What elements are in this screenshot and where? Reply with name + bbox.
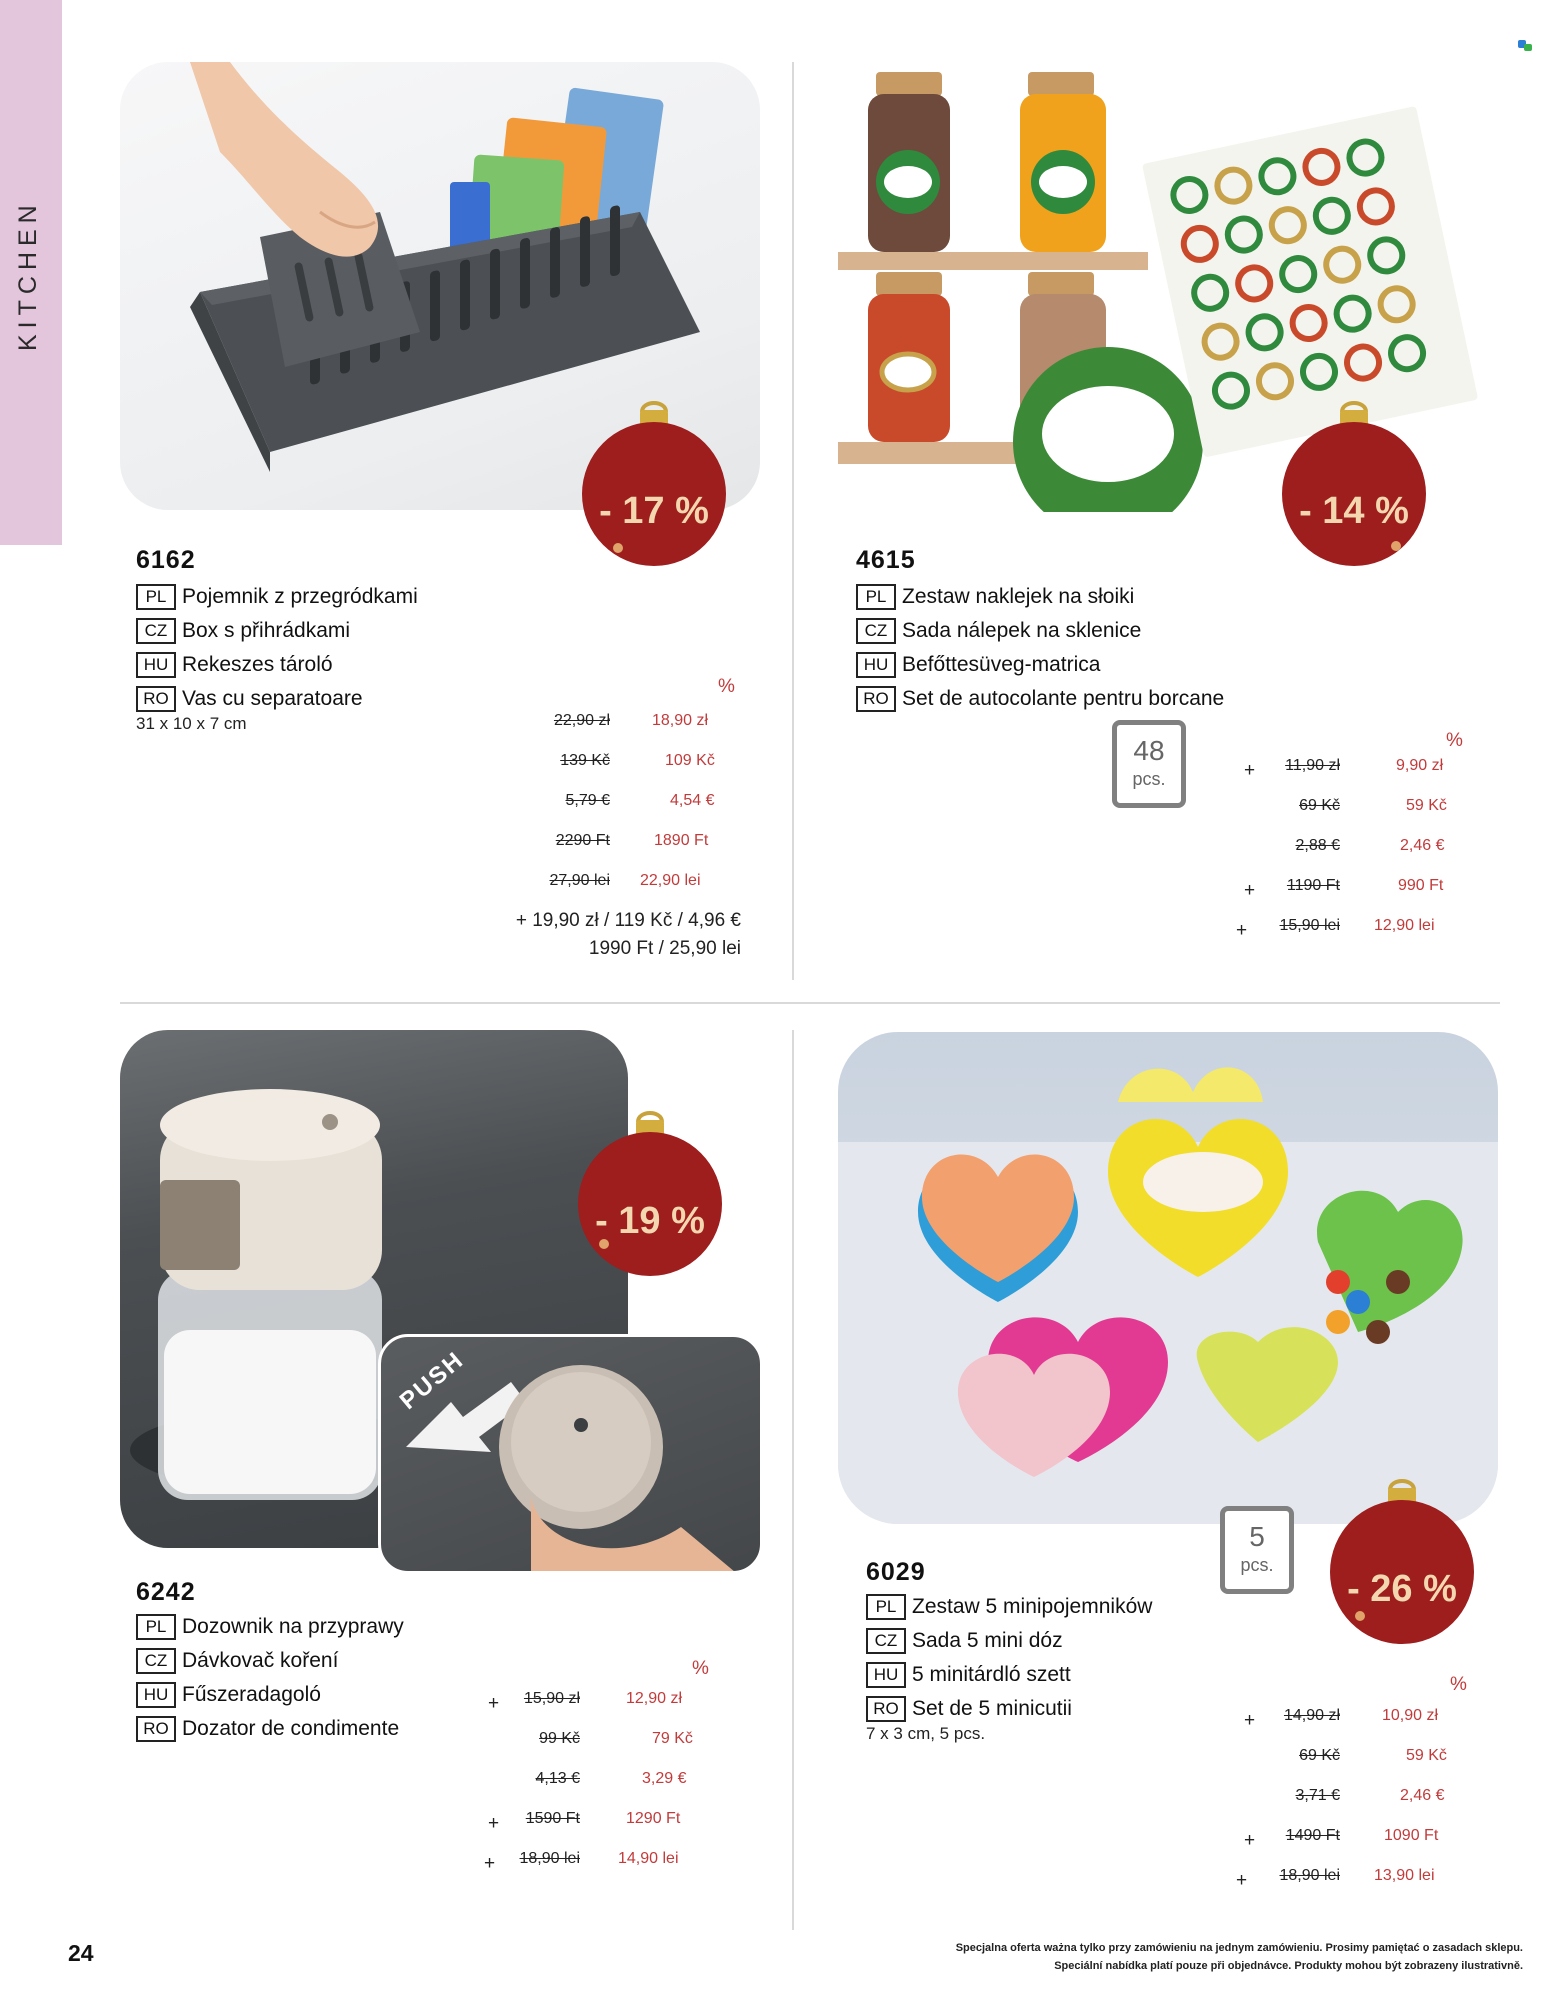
old-price: 15,90 lei [1279, 917, 1340, 934]
product-name-text: Set de autocolante pentru borcane [902, 687, 1225, 710]
product-name-pl [856, 582, 1134, 612]
plus-marker: + [1244, 1710, 1256, 1731]
pieces-unit: pcs. [1132, 769, 1166, 789]
new-price: 79 Kč [652, 1730, 693, 1747]
product-name-ro [856, 684, 1224, 714]
product-name-ro [136, 684, 363, 714]
discount-ornament [578, 398, 730, 568]
lang-badge: HU [136, 1682, 176, 1708]
old-price: 22,90 zł [553, 712, 610, 729]
new-price: 10,90 zł [1382, 1707, 1439, 1724]
product-name-text: Rekeszes tároló [182, 653, 333, 676]
lang-badge: CZ [856, 618, 896, 644]
pieces-count: 48 [1133, 735, 1165, 766]
new-price: 109 Kč [665, 752, 715, 769]
product-code: 6029 [866, 1558, 926, 1586]
brand-mark-icon [1518, 40, 1532, 52]
old-price: 5,79 € [565, 792, 610, 809]
new-price: 2,46 € [1400, 1787, 1445, 1804]
product-name-text: 5 minitárdló szett [912, 1663, 1071, 1686]
new-price: 1090 Ft [1384, 1827, 1439, 1844]
lang-badge: RO [856, 686, 896, 712]
product-photo-hearts [838, 1032, 1498, 1524]
product-code: 4615 [856, 546, 916, 574]
percent-mark: % [1450, 1674, 1467, 1695]
percent-mark: % [718, 676, 735, 697]
plus-marker: + [488, 1813, 500, 1834]
column-divider-bottom [792, 1030, 794, 1930]
old-price: 3,71 € [1295, 1787, 1340, 1804]
product-code: 6162 [136, 546, 196, 574]
product-name-pl [136, 582, 418, 612]
old-price: 11,90 zł [1285, 757, 1340, 774]
product-name-pl [136, 1612, 404, 1642]
side-tab [0, 0, 62, 545]
product-name-text: Zestaw 5 minipojemników [912, 1595, 1153, 1618]
product-name-text: Dozownik na przyprawy [182, 1615, 404, 1638]
side-tab-label: KITCHEN [14, 199, 42, 351]
pieces-count: 5 [1249, 1521, 1265, 1552]
old-price: 15,90 zł [523, 1690, 580, 1707]
plus-marker: + [1244, 760, 1256, 781]
lang-badge: PL [136, 1614, 176, 1640]
discount-ornament [574, 1108, 726, 1278]
product-name-ro [136, 1714, 399, 1744]
old-price: 14,90 zł [1283, 1707, 1340, 1724]
footnote-line: Speciální nabídka platí pouze při objednávce. Produkty mohou být zobrazeny ilustrativně. [1054, 1960, 1523, 1972]
old-price: 99 Kč [539, 1730, 580, 1747]
product-name-cz [856, 616, 1141, 646]
column-divider-top [792, 62, 794, 980]
product-name-hu [136, 650, 333, 680]
old-price: 69 Kč [1299, 797, 1340, 814]
discount-ornament [1278, 398, 1430, 568]
percent-mark: % [1446, 730, 1463, 751]
product-name-hu [866, 1660, 1071, 1690]
product-name-hu [856, 650, 1100, 680]
plus-marker: + [1244, 1830, 1256, 1851]
percent-mark: % [692, 1658, 709, 1679]
new-price: 990 Ft [1398, 877, 1444, 894]
lang-badge: CZ [136, 1648, 176, 1674]
old-price: 1490 Ft [1285, 1827, 1340, 1844]
new-price: 18,90 zł [652, 712, 709, 729]
product-name-text: Dávkovač koření [182, 1649, 339, 1672]
plus-marker: + [1236, 1870, 1248, 1891]
footnote-line: Specjalna oferta ważna tylko przy zamówieniu na jednym zamówieniu. Prosimy pamiętać o zasadach sklepu. [955, 1942, 1523, 1954]
new-price: 14,90 lei [618, 1850, 679, 1867]
lang-badge: RO [136, 1716, 176, 1742]
new-price: 59 Kč [1406, 1747, 1447, 1764]
lang-badge: HU [856, 652, 896, 678]
new-price: 22,90 lei [640, 872, 701, 889]
product-name-text: Sada 5 mini dóz [912, 1629, 1063, 1652]
product-name-hu [136, 1680, 321, 1710]
new-price: 2,46 € [1400, 837, 1445, 854]
product-code: 6242 [136, 1578, 196, 1606]
lang-badge: HU [866, 1662, 906, 1688]
lang-badge: CZ [136, 618, 176, 644]
product-name-text: Sada nálepek na sklenice [902, 619, 1142, 642]
product-photo-push-detail [378, 1334, 763, 1574]
plus-marker: + [1244, 880, 1256, 901]
product-name-cz [136, 1646, 338, 1676]
product-name-cz [136, 616, 350, 646]
product-name-ro [866, 1694, 1072, 1724]
product-name-text: Box s přihrádkami [182, 619, 351, 642]
old-price: 2290 Ft [555, 832, 610, 849]
old-price: 4,13 € [535, 1770, 580, 1787]
new-price: 12,90 lei [1374, 917, 1435, 934]
new-price: 59 Kč [1406, 797, 1447, 814]
hearts-illustration [838, 1032, 1498, 1524]
discount-label: - 19 % [595, 1200, 705, 1242]
lang-badge: HU [136, 652, 176, 678]
new-price: 1290 Ft [626, 1810, 681, 1827]
new-price: 3,29 € [642, 1770, 687, 1787]
product-dimensions: 31 x 10 x 7 cm [136, 714, 247, 733]
pieces-badge [1112, 720, 1186, 808]
product-name-text: Zestaw naklejek na słoiki [902, 585, 1135, 608]
new-price: 4,54 € [670, 792, 715, 809]
discount-label: - 26 % [1347, 1568, 1457, 1610]
product-dimensions: 7 x 3 cm, 5 pcs. [866, 1724, 986, 1743]
product-name-text: Vas cu separatoare [182, 687, 363, 710]
product-name-text: Fűszeradagoló [182, 1683, 321, 1706]
lang-badge: PL [866, 1594, 906, 1620]
product-name-pl [866, 1592, 1152, 1622]
plus-marker: + [488, 1693, 500, 1714]
product-name-cz [866, 1626, 1063, 1656]
lang-badge: RO [136, 686, 176, 712]
new-price: 12,90 zł [626, 1690, 683, 1707]
new-price: 9,90 zł [1396, 757, 1444, 774]
extra-price-line: + 19,90 zł / 119 Kč / 4,96 € [515, 910, 741, 931]
old-price: 69 Kč [1299, 1747, 1340, 1764]
extra-price-line: 1990 Ft / 25,90 lei [588, 938, 741, 959]
old-price: 18,90 lei [519, 1850, 580, 1867]
new-price: 1890 Ft [654, 832, 709, 849]
discount-label: - 17 % [599, 490, 709, 532]
product-name-text: Dozator de condimente [182, 1717, 400, 1740]
product-name-text: Befőttesüveg-matrica [902, 653, 1101, 676]
new-price: 13,90 lei [1374, 1867, 1435, 1884]
old-price: 1190 Ft [1286, 877, 1340, 894]
lang-badge: CZ [866, 1628, 906, 1654]
lang-badge: PL [856, 584, 896, 610]
lang-badge: RO [866, 1696, 906, 1722]
pieces-unit: pcs. [1240, 1555, 1274, 1575]
plus-marker: + [484, 1853, 496, 1874]
pieces-badge [1220, 1506, 1294, 1594]
push-label: PUSH [394, 1346, 470, 1415]
discount-ornament [1326, 1476, 1478, 1646]
old-price: 18,90 lei [1279, 1867, 1340, 1884]
product-name-text: Set de 5 minicutii [912, 1697, 1072, 1720]
plus-marker: + [1236, 920, 1248, 941]
product-name-text: Pojemnik z przegródkami [182, 585, 418, 608]
discount-label: - 14 % [1299, 490, 1409, 532]
lang-badge: PL [136, 584, 176, 610]
page-number: 24 [68, 1940, 94, 1966]
old-price: 1590 Ft [525, 1810, 580, 1827]
old-price: 2,88 € [1295, 837, 1340, 854]
row-divider [120, 1002, 1500, 1004]
old-price: 139 Kč [560, 752, 610, 769]
old-price: 27,90 lei [549, 872, 610, 889]
